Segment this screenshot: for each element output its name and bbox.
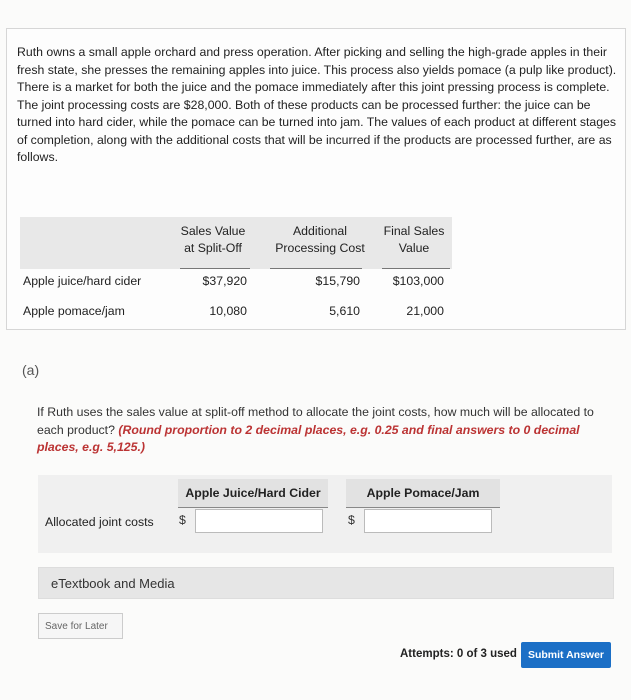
data-table: [20, 217, 452, 318]
part-label: (a): [22, 362, 40, 378]
cell-additional: $15,790: [315, 274, 360, 288]
row-label: Apple juice/hard cider: [23, 274, 142, 288]
cell-final: 21,000: [406, 304, 444, 318]
header-underline: [270, 268, 362, 269]
header-sales-value-line1: Sales Value: [180, 224, 246, 238]
currency-symbol: $: [179, 513, 186, 527]
etextbook-media-label: eTextbook and Media: [51, 576, 175, 591]
header-final-line2: Value: [398, 241, 430, 255]
cell-final: $103,000: [392, 274, 444, 288]
juice-allocation-input[interactable]: [195, 509, 323, 533]
header-underline: [382, 268, 450, 269]
answer-table: [38, 475, 612, 553]
question-text: Ruth owns a small apple orchard and press operation. After picking and selling the high-grade apples in their fresh state, she presses the remaining apples into juice. This process also yields pomace (a pulp like product). There is a market for both the juice and the pomace immediately after this joint pressing process is complete. The joint processing costs are $28,000. Both of these products can be processed further: the juice can be turned into hard cider, while the pomace can be turned into jam. The values of each product at different stages of completion, along with the additional costs that will be incurred if the products are processed further, are as follows.: [17, 45, 617, 164]
row-label: Apple pomace/jam: [23, 304, 125, 318]
submit-answer-button[interactable]: Submit Answer: [521, 642, 611, 668]
currency-symbol: $: [348, 513, 355, 527]
question-box: [6, 28, 626, 330]
header-underline: [180, 268, 250, 269]
pomace-allocation-input[interactable]: [364, 509, 492, 533]
header-additional-line1: Additional: [292, 224, 347, 238]
header-additional-cost: [268, 223, 372, 257]
header-additional-line2: Processing Cost: [275, 241, 365, 255]
answer-header-pomace: Apple Pomace/Jam: [346, 479, 500, 508]
cell-split-off: 10,080: [209, 304, 247, 318]
answer-header-juice: Apple Juice/Hard Cider: [178, 479, 328, 508]
cell-additional: 5,610: [329, 304, 360, 318]
header-final-sales: [378, 223, 450, 257]
part-question-text: If Ruth uses the sales value at split-off method to allocate the joint costs, how much will be allocated to each product?: [37, 405, 594, 437]
allocated-joint-costs-label: Allocated joint costs: [45, 515, 154, 529]
header-final-line1: Final Sales: [383, 224, 445, 238]
header-sales-value: [168, 223, 258, 257]
part-question: [37, 404, 617, 457]
save-for-later-button[interactable]: Save for Later: [38, 613, 123, 639]
header-sales-value-line2: at Split-Off: [184, 241, 242, 255]
rounding-instruction: (Round proportion to 2 decimal places, e.g. 0.25 and final answers to 0 decimal places, e.g. 5,125.): [37, 422, 580, 454]
cell-split-off: $37,920: [202, 274, 247, 288]
attempts-counter: Attempts: 0 of 3 used: [400, 648, 517, 660]
etextbook-media-bar[interactable]: [38, 567, 614, 599]
table-header: [20, 217, 452, 269]
